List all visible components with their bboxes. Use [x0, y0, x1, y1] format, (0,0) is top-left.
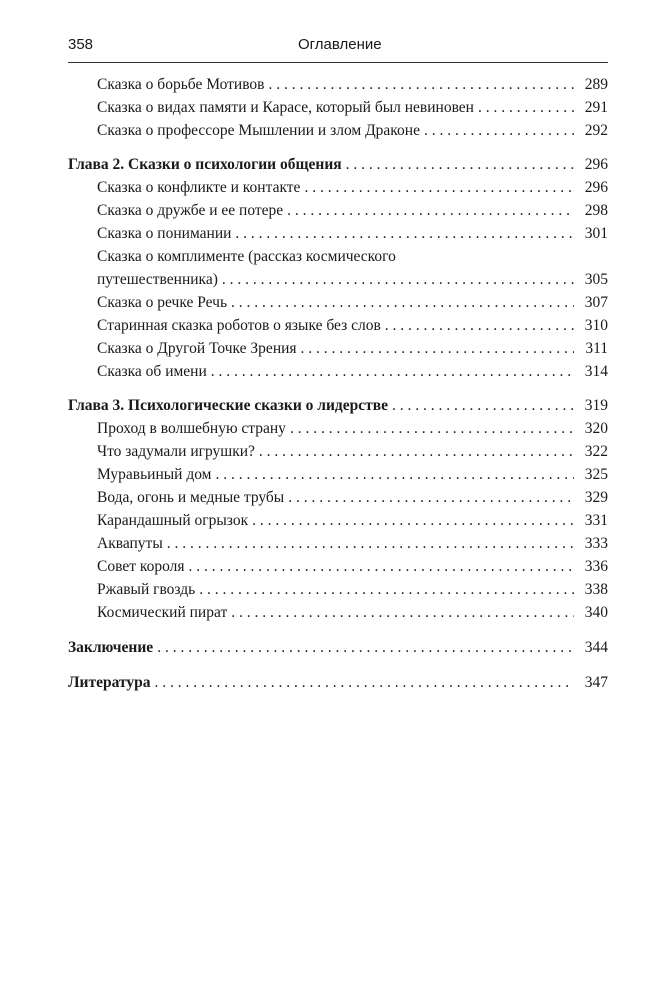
toc-entry [68, 176, 608, 199]
dot-leader [478, 96, 574, 119]
dot-leader [157, 636, 574, 659]
toc-entry-page: 296 [584, 179, 608, 196]
toc-entry-title: Аквапуты [97, 535, 163, 552]
dot-leader [199, 578, 574, 601]
toc-entry-title: Сказка о дружбе и ее потере [97, 202, 284, 219]
toc-entry [68, 337, 608, 360]
toc-entry-page: 292 [584, 122, 608, 139]
toc-entry-title: Ржавый гвоздь [97, 581, 196, 598]
toc-entry [68, 532, 608, 555]
toc-entry-page: 320 [584, 420, 608, 437]
dot-leader [231, 291, 574, 314]
dot-leader [167, 532, 574, 555]
toc-entry [68, 268, 608, 291]
toc-entry-page: 340 [584, 604, 608, 621]
toc-entry [68, 96, 608, 119]
toc-entry-page: 314 [584, 363, 608, 380]
toc-entry [68, 509, 608, 532]
toc-entry-title: Карандашный огрызок [97, 512, 249, 529]
toc-entry-title: Вода, огонь и медные трубы [97, 489, 285, 506]
dot-leader [424, 119, 574, 142]
toc-entry-title: Сказка о профессоре Мышлении и злом Драконе [97, 122, 420, 139]
toc-entry-page: 301 [584, 225, 608, 242]
toc-entry-page: 322 [584, 443, 608, 460]
toc-entry-title: Проход в волшебную страну [97, 420, 286, 437]
toc-entry [68, 199, 608, 222]
toc-entry-title: Сказка о речке Речь [97, 294, 228, 311]
running-title: Оглавление [298, 36, 382, 53]
toc-chapter-entry [68, 153, 608, 176]
toc-entry [68, 601, 608, 624]
toc-entry-page: 311 [585, 340, 608, 357]
toc-entry-page: 289 [584, 76, 608, 93]
toc-entry-title: Сказка об имени [97, 363, 207, 380]
dot-leader [211, 360, 574, 383]
toc-entry-title: Муравьиный дом [97, 466, 212, 483]
toc-entry-page: 333 [584, 535, 608, 552]
dot-leader [189, 555, 575, 578]
toc-chapter-title: Заключение [68, 639, 154, 656]
toc-entry-title: Сказка о Другой Точке Зрения [97, 340, 297, 357]
toc-entry-page: 291 [584, 99, 608, 116]
dot-leader [287, 199, 574, 222]
dot-leader [222, 268, 574, 291]
toc-entry-page: 296 [584, 156, 608, 173]
dot-leader [259, 440, 574, 463]
toc-entry [68, 486, 608, 509]
toc-entry-page: 344 [584, 639, 608, 656]
toc-entry-title: Сказка о видах памяти и Карасе, который был невиновен [97, 99, 474, 116]
toc-chapter-title: Литература [68, 674, 151, 691]
toc-entry-title: Сказка о конфликте и контакте [97, 179, 301, 196]
toc-entry [68, 440, 608, 463]
toc-chapter-title: Глава 2. Сказки о психологии общения [68, 156, 342, 173]
toc-entry-title: Что задумали игрушки? [97, 443, 255, 460]
toc-entry-page: 329 [584, 489, 608, 506]
toc-entry [68, 73, 608, 96]
toc-entry-page: 310 [584, 317, 608, 334]
toc-entry [68, 555, 608, 578]
toc-entry-first-line [68, 245, 608, 268]
toc-entry-page: 307 [584, 294, 608, 311]
toc-entry [68, 417, 608, 440]
toc-entry [68, 360, 608, 383]
toc-entry [68, 291, 608, 314]
toc-entry-title-continued: путешественника) [97, 271, 218, 288]
page-number: 358 [68, 36, 94, 53]
toc-entry [68, 222, 608, 245]
toc-entry-page: 331 [584, 512, 608, 529]
dot-leader [269, 73, 575, 96]
toc-entry-page: 325 [584, 466, 608, 483]
toc-entry-page: 336 [584, 558, 608, 575]
toc-chapter-entry [68, 636, 608, 659]
dot-leader [304, 176, 574, 199]
toc-entry [68, 463, 608, 486]
running-header [68, 36, 608, 63]
dot-leader [216, 463, 575, 486]
toc-chapter-title: Глава 3. Психологические сказки о лидерстве [68, 397, 388, 414]
dot-leader [252, 509, 574, 532]
toc-chapter-entry [68, 671, 608, 694]
toc-entry-title: Сказка о борьбе Мотивов [97, 76, 265, 93]
dot-leader [154, 671, 574, 694]
toc-entry [68, 119, 608, 142]
toc-entry-title: Сказка о комплименте (рассказ космического [97, 248, 396, 265]
toc-entry-page: 319 [584, 397, 608, 414]
toc-entry-title: Сказка о понимании [97, 225, 232, 242]
dot-leader [288, 486, 574, 509]
dot-leader [235, 222, 574, 245]
toc-entry-title: Старинная сказка роботов о языке без слов [97, 317, 381, 334]
toc-entry-page: 298 [584, 202, 608, 219]
toc-entry-page: 347 [584, 674, 608, 691]
toc-entry-title: Совет короля [97, 558, 185, 575]
dot-leader [301, 337, 574, 360]
toc-entry-title: Космический пират [97, 604, 228, 621]
dot-leader [346, 153, 574, 176]
toc-entry-page: 305 [584, 271, 608, 288]
toc-chapter-entry [68, 394, 608, 417]
dot-leader [231, 601, 574, 624]
dot-leader [290, 417, 574, 440]
dot-leader [392, 394, 574, 417]
table-of-contents [68, 73, 608, 694]
dot-leader [385, 314, 574, 337]
toc-entry [68, 578, 608, 601]
toc-entry [68, 314, 608, 337]
toc-entry-page: 338 [584, 581, 608, 598]
